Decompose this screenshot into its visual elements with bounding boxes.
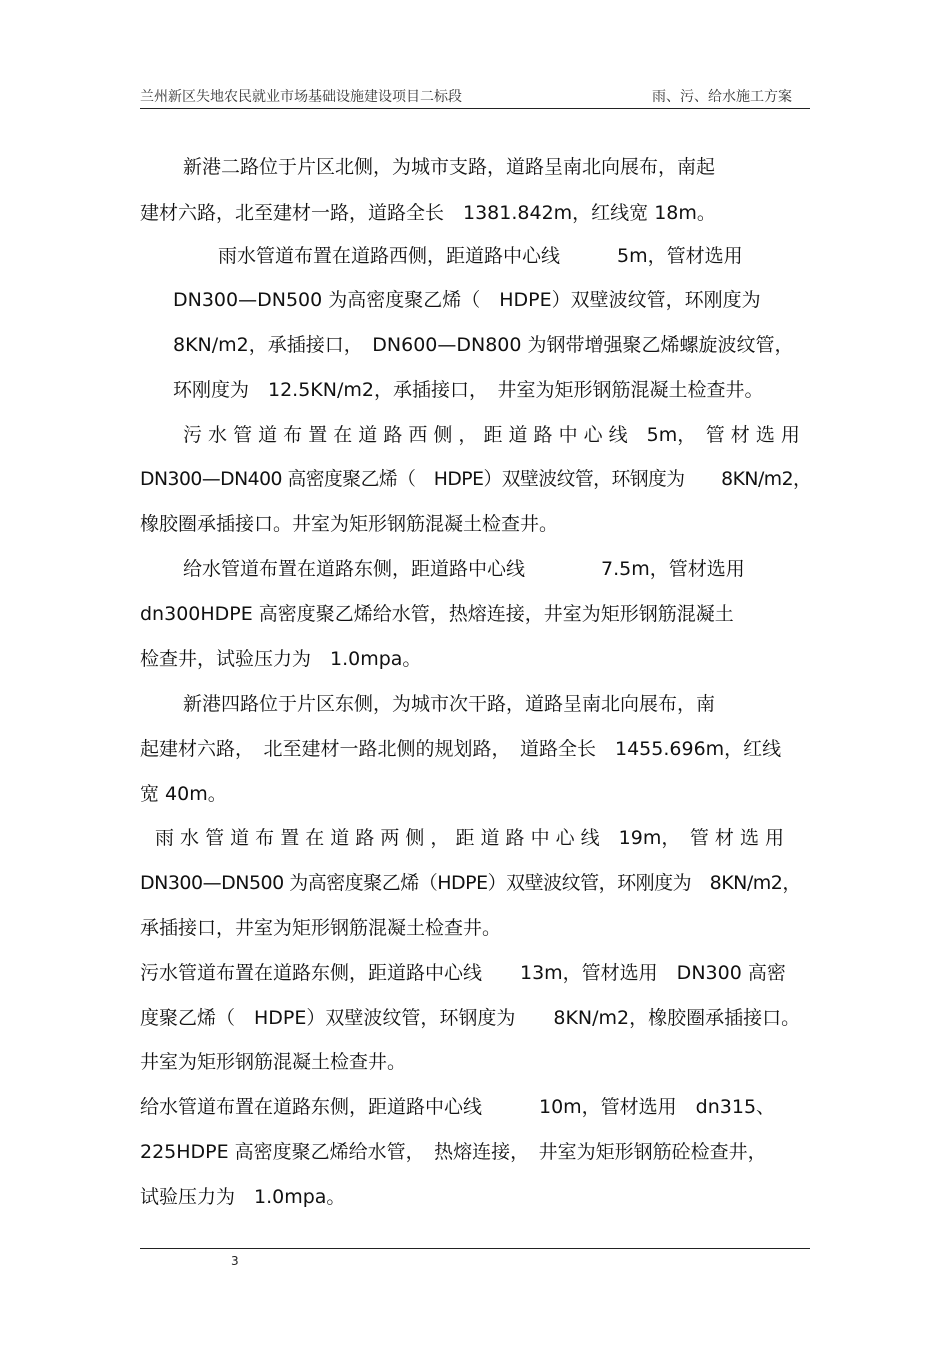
page-header	[140, 84, 810, 109]
body-line: DN300—DN400 高密度聚乙烯（ HDPE）双壁波纹管，环钢度为 8KN/m2，	[140, 469, 812, 490]
body-line: 225HDPE 高密度聚乙烯给水管， 热熔连接， 井室为矩形钢筋砼检查井，	[140, 1141, 767, 1163]
body-line: 井室为矩形钢筋混凝土检查井。	[140, 1051, 407, 1073]
body-line: 给水管道布置在道路东侧，距道路中心线 7.5m，管材选用	[183, 558, 745, 580]
body-line: 新港四路位于片区东侧，为城市次干路，道路呈南北向展布，南	[183, 693, 716, 715]
body-line: dn300HDPE 高密度聚乙烯给水管，热熔连接，井室为矩形钢筋混凝土	[140, 603, 734, 625]
body-line: 承插接口，井室为矩形钢筋混凝土检查井。	[140, 917, 502, 939]
header-project-title: 兰州新区失地农民就业市场基础设施建设项目二标段	[140, 89, 462, 105]
page-number: 3	[231, 1254, 239, 1268]
body-line: 8KN/m2，承插接口， DN600—DN800 为钢带增强聚乙烯螺旋波纹管，	[173, 334, 794, 356]
body-line: 起建材六路， 北至建材一路北侧的规划路， 道路全长 1455.696m，红线	[140, 738, 782, 760]
body-line: 宽 40m。	[140, 783, 227, 805]
body-line: 雨水管道布置在道路西侧，距道路中心线 5m，管材选用	[218, 245, 743, 267]
body-line: 度聚乙烯（ HDPE）双壁波纹管，环钢度为 8KN/m2，橡胶圈承插接口。	[140, 1007, 801, 1029]
header-document-title: 雨、污、给水施工方案	[652, 89, 792, 105]
body-line: 橡胶圈承插接口。井室为矩形钢筋混凝土检查井。	[140, 513, 559, 535]
body-line: 试验压力为 1.0mpa。	[140, 1186, 346, 1208]
body-line: DN300—DN500 为高密度聚乙烯（HDPE）双壁波纹管，环刚度为 8KN/m2，	[140, 872, 801, 894]
footer-divider	[140, 1248, 810, 1249]
body-line: 建材六路，北至建材一路，道路全长 1381.842m，红线宽 18m。	[140, 202, 716, 224]
body-line: 给水管道布置在道路东侧，距道路中心线 10m，管材选用 dn315、	[140, 1096, 776, 1118]
body-line: 雨 水 管 道 布 置 在 道 路 两 侧 ， 距 道 路 中 心 线 19m， 管 材 选 用	[155, 827, 784, 849]
body-line: 污水管道布置在道路东侧，距道路中心线 13m，管材选用 DN300 高密	[140, 962, 786, 984]
body-line: 检查井，试验压力为 1.0mpa。	[140, 648, 422, 670]
body-line: 污 水 管 道 布 置 在 道 路 西 侧 ， 距 道 路 中 心 线 5m， 管 材 选 用	[183, 424, 800, 446]
body-line: DN300—DN500 为高密度聚乙烯（ HDPE）双壁波纹管，环刚度为	[173, 289, 761, 311]
body-line: 环刚度为 12.5KN/m2，承插接口， 井室为矩形钢筋混凝土检查井。	[173, 379, 764, 401]
body-line: 新港二路位于片区北侧，为城市支路，道路呈南北向展布，南起	[183, 156, 716, 178]
